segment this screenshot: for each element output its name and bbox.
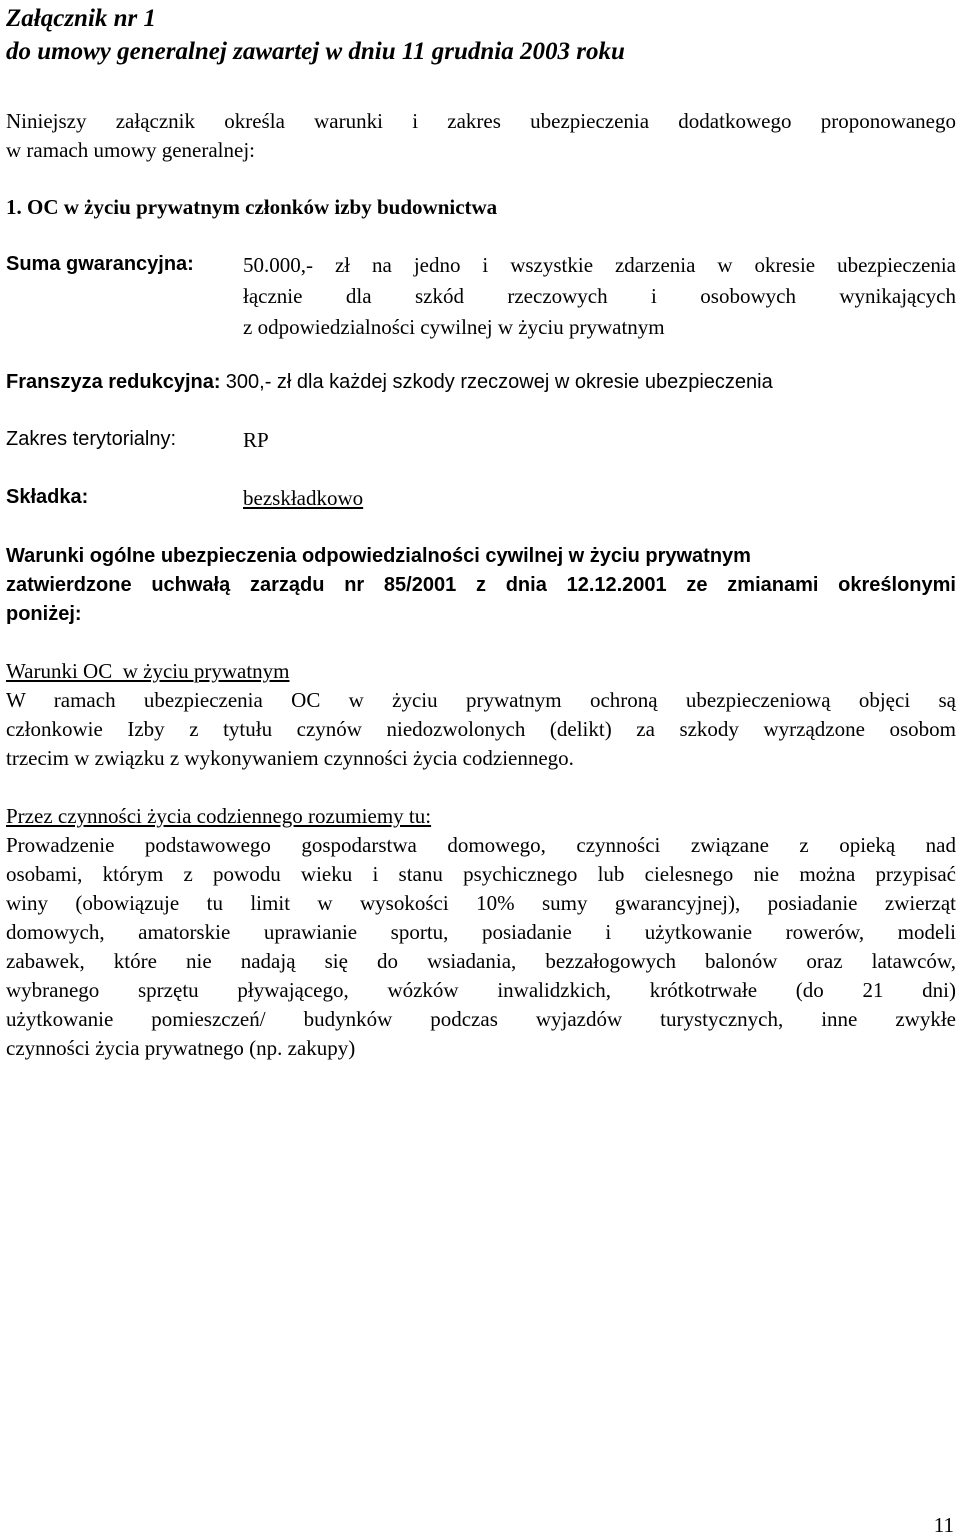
franszyza-row (6, 369, 773, 394)
attachment-subtitle: do umowy generalnej zawartej w dniu 11 grudnia 2003 roku (6, 38, 625, 65)
page-number: 11 (933, 1513, 954, 1537)
intro-paragraph (6, 107, 956, 165)
activities-line: winy (obowiązuje tu limit w wysokości 10% sumy gwarancyjnej), posiadanie zwierząt (6, 891, 956, 915)
suma-line: 50.000,- zł na jedno i wszystkie zdarzenia w okresie ubezpieczenia (243, 253, 956, 277)
suma-line: łącznie dla szkód rzeczowych i osobowych wynikających (243, 284, 956, 308)
general-terms-line: Warunki ogólne ubezpieczenia odpowiedzialności cywilnej w życiu prywatnym (6, 545, 751, 567)
activities-line: osobami, którym z powodu wieku i stanu psychicznego lub cielesnego nie można przypisać (6, 862, 956, 886)
attachment-title: Załącznik nr 1 (6, 5, 157, 32)
general-terms-line: zatwierdzone uchwałą zarządu nr 85/2001 z dnia 12.12.2001 ze zmianami określonymi (6, 574, 956, 596)
oc-terms-heading: Warunki OC w życiu prywatnym (6, 659, 290, 683)
zakres-label: Zakres terytorialny: (6, 428, 177, 450)
activities-section (6, 802, 956, 1063)
activities-line: wybranego sprzętu pływającego, wózków inwalidzkich, krótkotrwałe (do 21 dni) (6, 978, 956, 1002)
intro-line: Niniejszy załącznik określa warunki i zakres ubezpieczenia dodatkowego proponowanego (6, 109, 956, 133)
zakres-value: RP (243, 428, 269, 452)
franszyza-label: Franszyza redukcyjna: (6, 371, 221, 393)
general-terms-line: poniżej: (6, 603, 82, 625)
oc-terms-line: członkowie Izby z tytułu czynów niedozwolonych (delikt) za szkody wyrządzone osobom (6, 717, 956, 741)
oc-terms-line: W ramach ubezpieczenia OC w życiu prywatnym ochroną ubezpieczeniową objęci są (6, 688, 956, 712)
suma-value (243, 250, 956, 343)
intro-line: w ramach umowy generalnej: (6, 138, 255, 162)
section-heading: 1. OC w życiu prywatnym członków izby budownictwa (6, 195, 498, 219)
activities-heading: Przez czynności życia codziennego rozumiemy tu: (6, 804, 432, 828)
suma-line: z odpowiedzialności cywilnej w życiu prywatnym (243, 315, 665, 339)
general-terms-paragraph (6, 542, 956, 629)
activities-line: domowych, amatorskie uprawianie sportu, posiadanie i użytkowanie rowerów, modeli (6, 920, 956, 944)
activities-line: czynności życia prywatnego (np. zakupy) (6, 1036, 356, 1060)
franszyza-value: 300,- zł dla każdej szkody rzeczowej w okresie ubezpieczenia (225, 371, 773, 393)
activities-line: użytkowanie pomieszczeń/ budynków podczas wyjazdów turystycznych, inne zwykłe (6, 1007, 956, 1031)
activities-line: zabawek, które nie nadają się do wsiadania, bezzałogowych balonów oraz latawców, (6, 949, 956, 973)
oc-terms-section (6, 657, 956, 773)
skladka-value: bezskładkowo (243, 486, 364, 510)
activities-line: Prowadzenie podstawowego gospodarstwa domowego, czynności związane z opieką nad (6, 833, 956, 857)
skladka-label: Składka: (6, 486, 89, 508)
oc-terms-line: trzecim w związku z wykonywaniem czynności życia codziennego. (6, 746, 574, 770)
suma-label: Suma gwarancyjna: (6, 253, 194, 275)
